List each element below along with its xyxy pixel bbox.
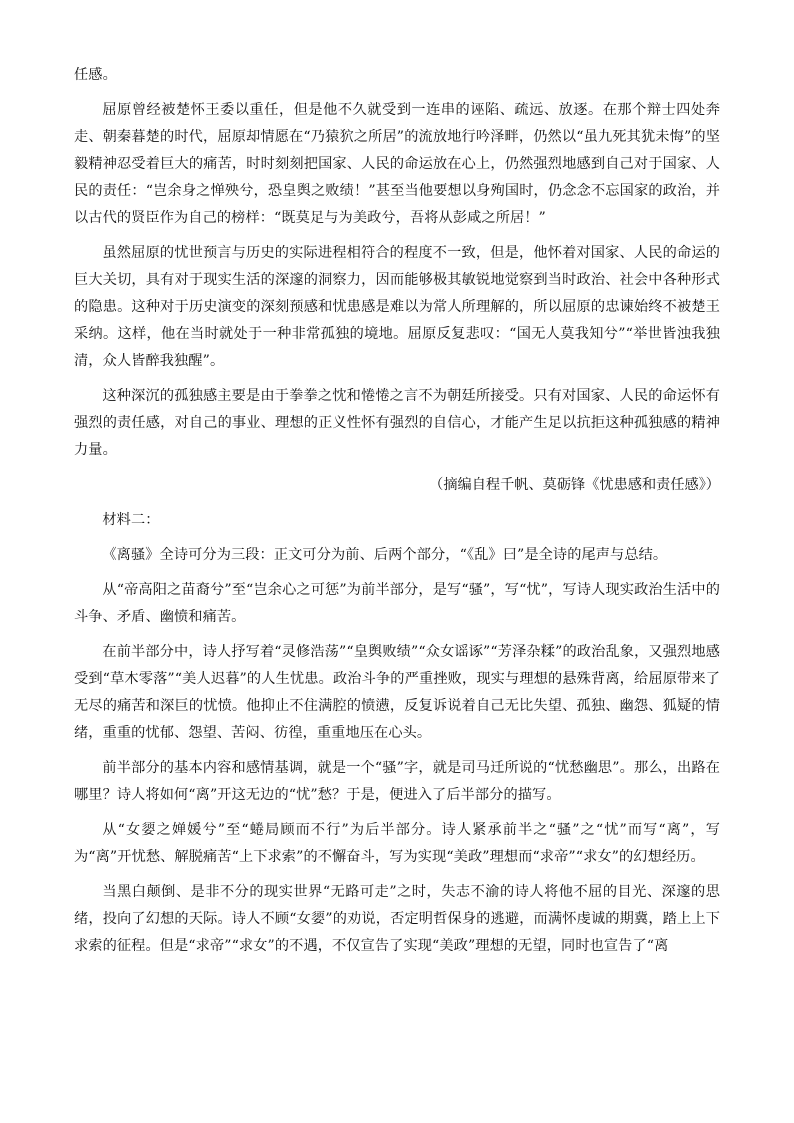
paragraph: 从“帝高阳之苗裔兮”至“岂余心之可惩”为前半部分，是写“骚”，写“忧”，写诗人现实政治生活中的斗争、矛盾、幽愤和痛苦。 xyxy=(74,582,720,625)
paragraph: 从“女媭之婵媛兮”至“蜷局顾而不行”为后半部分。诗人紧承前半之“骚”之“忧”而写“离”，写为“离”开忧愁、解脱痛苦“上下求索”的不懈奋斗，写为实现“美政”理想而“求帝”“求女”的幻想经历。 xyxy=(74,822,720,865)
material-two-heading: 材料二： xyxy=(102,512,160,528)
paragraph: 这种深沉的孤独感主要是由于拳拳之忱和惓惓之言不为朝廷所接受。只有对国家、人民的命运怀有强烈的责任感，对自己的事业、理想的正义性怀有强烈的自信心，才能产生足以抗拒这种孤独感的精神力量。 xyxy=(74,388,720,458)
paragraph: 在前半部分中，诗人抒写着“灵修浩荡”“皇舆败绩”“众女谣诼”“芳泽杂糅”的政治乱象，又强烈地感受到“草木零落”“美人迟暮”的人生忧患。政治斗争的严重挫败，现实与理想的悬殊背离，给屈原带来了无尽的痛苦和深巨的忧愤。他抑止不住满腔的愤懑，反复诉说着自己无比失望、孤独、幽怨、狐疑的情绪，重重的忧郁、怨望、苦闷、彷徨，重重地压在心头。 xyxy=(74,644,720,741)
paragraph: 前半部分的基本内容和感情基调，就是一个“骚”字，就是司马迁所说的“忧愁幽思”。那么，出路在哪里？诗人将如何“离”开这无边的“忧”愁？于是，便进入了后半部分的描写。 xyxy=(74,760,720,803)
paragraph: 虽然屈原的忧世预言与历史的实际进程相符合的程度不一致，但是，他怀着对国家、人民的命运的巨大关切，具有对于现实生活的深邃的洞察力，因而能够极其敏锐地觉察到当时政治、社会中各种形式的隐患。这种对于历史演变的深刻预感和忧患感是难以为常人所理解的，所以屈原的忠谏始终不被楚王采纳。这样，他在当时就处于一种非常孤独的境地。屈原反复悲叹：“国无人莫我知兮”“举世皆浊我独清，众人皆醉我独醒”。 xyxy=(74,245,720,369)
source-note: （摘编自程千帆、莫砺锋《忧患感和责任感》） xyxy=(429,477,720,493)
paragraph: 当黑白颠倒、是非不分的现实世界“无路可走”之时，失志不渝的诗人将他不屈的目光、深邃的思绪，投向了幻想的天际。诗人不顾“女媭”的劝说，否定明哲保身的逃避，而满怀虔诚的期冀，踏上上下求索的征程。但是“求帝”“求女”的不遇，不仅宣告了实现“美政”理想的无望，同时也宣告了“离 xyxy=(74,884,720,954)
intro-fragment: 任感。 xyxy=(74,67,117,83)
paragraph: 《离骚》全诗可分为三段：正文可分为前、后两个部分，“《乱》曰”是全诗的尾声与总结。 xyxy=(102,547,668,563)
document-page xyxy=(74,62,720,968)
paragraph: 屈原曾经被楚怀王委以重任，但是他不久就受到一连串的诬陷、疏远、放逐。在那个辩士四处奔走、朝秦暮楚的时代，屈原却情愿在“乃猿狖之所居”的流放地行吟泽畔，仍然以“虽九死其犹未悔”的坚毅精神忍受着巨大的痛苦，时时刻刻把国家、人民的命运放在心上，仍然强烈地感到自己对于国家、人民的责任：“岂余身之惮殃兮，恐皇舆之败绩！”甚至当他要想以身殉国时，仍念念不忘国家的政治，并以古代的贤臣作为自己的榜样：“既莫足与为美政兮，吾将从彭咸之所居！” xyxy=(74,102,720,226)
